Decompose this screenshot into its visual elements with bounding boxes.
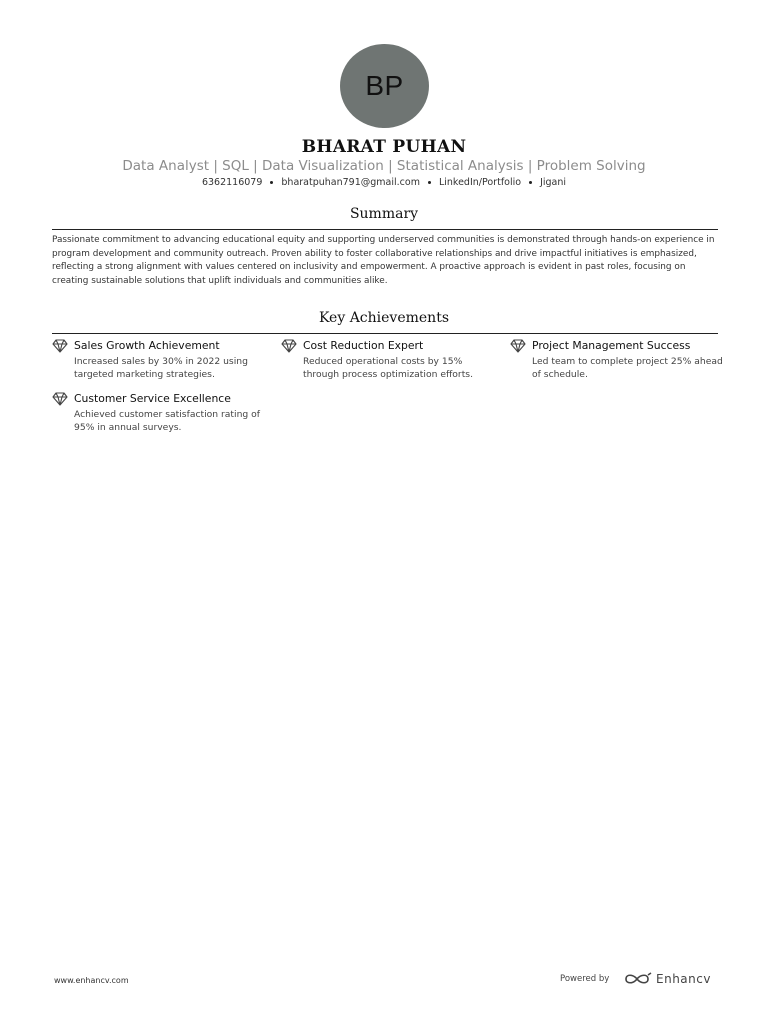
contact-line [0,177,768,188]
contact-email[interactable]: bharatpuhan791@gmail.com [281,177,420,188]
contact-location: Jigani [540,177,567,188]
diamond-icon [52,392,68,406]
achievement-title: Sales Growth Achievement [74,339,220,352]
achievement-title: Cost Reduction Expert [303,339,424,352]
achievement-desc: Led team to complete project 25% ahead of schedule. [532,356,723,380]
summary-heading: Summary [349,206,419,222]
achievement-desc: Increased sales by 30% in 2022 using targeted marketing strategies. [74,356,248,380]
summary-text: Passionate commitment to advancing educational equity and supporting underserved communities is demonstrated through hands-on experience in program development and community outreach. Proven ability to foster collaborative relationships and drive impactful initiatives is emphasized, reflecting a strong alignment with values centered on inclusivity and empowerment. A proactive approach is evident in past roles, focusing on creating sustainable solutions that uplift individuals and communities alike. [52,235,715,287]
avatar-initials: BP [365,70,404,101]
achievements-divider [52,333,718,334]
summary-divider [52,229,718,230]
diamond-icon [52,339,68,353]
footer-website-link[interactable]: www.enhancv.com [54,976,129,985]
achievements-heading: Key Achievements [318,310,450,326]
footer-powered-by: Powered by [560,974,610,984]
avatar [340,44,429,128]
enhancv-logo-icon [624,971,652,987]
diamond-icon [510,339,526,353]
achievement-desc: Reduced operational costs by 15% through process optimization efforts. [303,356,474,380]
separator-dot [529,181,532,184]
achievement-title: Customer Service Excellence [74,392,231,405]
achievement-title: Project Management Success [532,339,691,352]
footer-brand-name: Enhancv [656,972,711,986]
contact-phone: 6362116079 [201,177,263,188]
achievement-desc: Achieved customer satisfaction rating of 95% in annual surveys. [74,409,261,433]
separator-dot [428,181,431,184]
candidate-headline: Data Analyst | SQL | Data Visualization | Statistical Analysis | Problem Solving [122,158,646,174]
footer-brand-logo[interactable] [624,971,711,987]
candidate-name: BHARAT PUHAN [301,137,467,157]
diamond-icon [281,339,297,353]
separator-dot [270,181,273,184]
contact-linkedin[interactable]: LinkedIn/Portfolio [438,177,522,188]
